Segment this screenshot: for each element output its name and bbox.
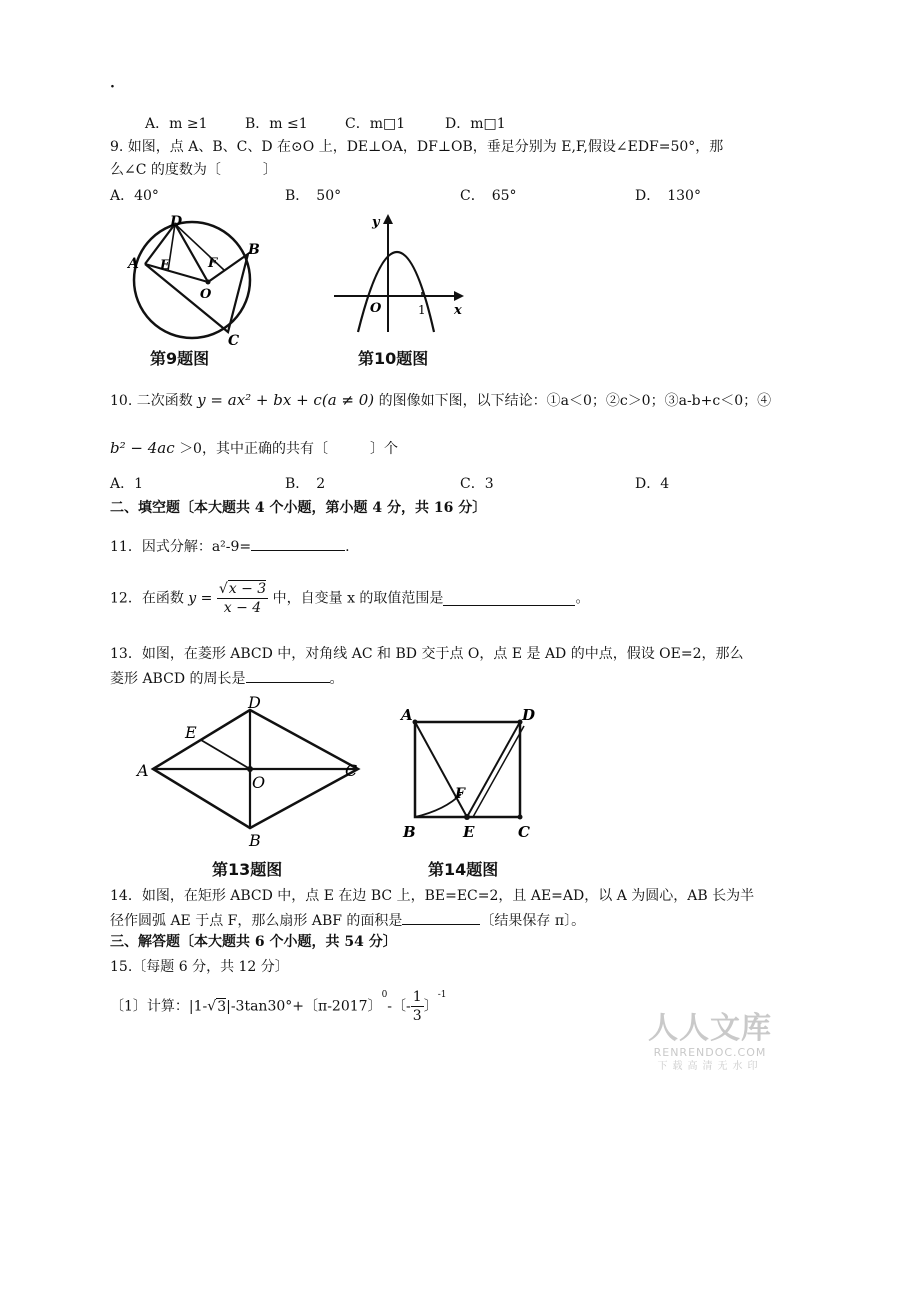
- q9-label-a: A: [128, 256, 139, 272]
- q14-figure: [395, 700, 545, 845]
- section-2-heading: 二、填空题〔本大题共 4 个小题，第小题 4 分，共 16 分〕: [110, 500, 487, 516]
- q9-label-f: F: [208, 256, 218, 271]
- q10-prefix: 10. 二次函数: [110, 393, 193, 409]
- q14-line2-text: 径作圆弧 AE 于点 F，那么扇形 ABF 的面积是: [110, 913, 403, 929]
- q15-p1-numerator: 1: [412, 989, 422, 1005]
- q15-p1-root: 3: [217, 998, 227, 1015]
- watermark: [640, 1012, 780, 1074]
- q9-figure: [120, 212, 270, 347]
- q10-option-c: C．3: [460, 476, 494, 492]
- q14-end: 〔结果保存 π〕。: [480, 913, 586, 929]
- q15-p1-mid2: -〔-: [387, 998, 411, 1015]
- q9-label-c: C: [228, 333, 240, 347]
- q9-option-d: D． 130°: [635, 188, 701, 204]
- q10-axis-x-label: x: [454, 303, 462, 318]
- q8-option-b: B．m ≤1: [245, 116, 308, 132]
- q14-line1: 14．如图，在矩形 ABCD 中，点 E 在边 BC 上，BE=EC=2，且 AE=AD，以 A 为圆心，AB 长为半: [110, 888, 755, 904]
- q9-line1: 9. 如图，点 A、B、C、D 在⊙O 上，DE⊥OA，DF⊥OB，垂足分别为 E,F,假设∠EDF=50°，那: [110, 139, 724, 155]
- q13-line1: 13．如图，在菱形 ABCD 中，对角线 AC 和 BD 交于点 O，点 E 是 AD 的中点，假设 OE=2，那么: [110, 646, 744, 662]
- q10-option-d: D．4: [635, 476, 670, 492]
- q13-line2-text: 菱形 ABCD 的周长是: [110, 671, 246, 687]
- q8-option-a: A．m ≥1: [145, 116, 208, 132]
- q10-option-b: B． 2: [285, 476, 326, 492]
- q12-suffix: 中，自变量 x 的取值范围是: [272, 590, 444, 607]
- q12-numerator: x − 3: [228, 581, 267, 597]
- q9-label-o: O: [200, 287, 212, 302]
- q14-label-b: B: [403, 823, 416, 841]
- q13-caption: 第13题图: [212, 860, 283, 879]
- q12-answer-blank[interactable]: [443, 591, 575, 606]
- q14-caption: 第14题图: [428, 860, 499, 879]
- q11-end: .: [345, 539, 350, 555]
- q10-origin-label: O: [370, 301, 382, 316]
- q10-axis-y-label: y: [372, 215, 380, 230]
- q13-label-c: C: [345, 761, 358, 780]
- q14-label-e: E: [463, 823, 475, 841]
- q9-line2: 么∠C 的度数为〔 〕: [110, 162, 277, 178]
- q12-y: y =: [188, 590, 213, 607]
- q12-prefix: 12．在函数: [110, 590, 184, 607]
- q15-p1-prefix: 〔1〕计算：|1-: [110, 998, 208, 1015]
- q14-answer-blank[interactable]: [402, 910, 480, 925]
- q13-line2: [110, 668, 344, 688]
- q15-p1-exponent-0: 0: [381, 990, 388, 1000]
- watermark-title: 人人文库: [648, 1011, 772, 1046]
- stray-dot: ·: [110, 79, 115, 95]
- q9-option-b: B． 50°: [285, 188, 342, 204]
- q10-line1: [110, 391, 771, 410]
- q9-label-e: E: [160, 258, 170, 273]
- q10-figure: [330, 208, 470, 338]
- q8-option-d: D．m□1: [445, 116, 506, 132]
- q14-label-f: F: [455, 786, 465, 802]
- q13-end: 。: [329, 671, 344, 687]
- q14-label-d: D: [522, 706, 536, 724]
- q9-label-d: D: [170, 214, 183, 230]
- q15-p1-exponent-neg1: -1: [437, 990, 447, 1000]
- q11-answer-blank[interactable]: [251, 536, 345, 551]
- q11-line: [110, 536, 350, 556]
- q9-option-a: A．40°: [110, 188, 159, 204]
- q12-line: [110, 580, 589, 617]
- q10-caption: 第10题图: [358, 349, 429, 368]
- section-3-heading: 三、解答题〔本大题共 6 个小题，共 54 分〕: [110, 934, 397, 950]
- q10-line2-suffix: ＞0，其中正确的共有〔 〕个: [179, 441, 398, 457]
- watermark-tag: 下载高清无水印: [657, 1061, 763, 1072]
- q14-line2: [110, 910, 585, 930]
- q15-p1-fraction: [411, 988, 424, 1025]
- q13-label-a: A: [137, 761, 149, 780]
- q10-formula: y = ax² + bx + c(a ≠ 0): [197, 391, 375, 409]
- q10-option-a: A．1: [110, 476, 144, 492]
- q15-part1: 〔1〕计算：|1-√3|-3tan30°+〔π-2017〕$^0$-〔- $\frac{1}{3}$ 〕$^{-1}$: [110, 989, 447, 1024]
- q14-label-a: A: [401, 706, 413, 724]
- q15-p1-denominator: 3: [412, 1008, 422, 1024]
- q12-end: 。: [575, 590, 590, 607]
- q9-option-c: C． 65°: [460, 188, 517, 204]
- q11-text: 11．因式分解：a²-9=: [110, 539, 252, 555]
- q12-fraction: $\frac{√x - 3}{x - 4}$: [218, 581, 267, 616]
- q9-caption: 第9题图: [150, 349, 210, 368]
- q10-suffix: 的图像如下图，以下结论：①a＜0；②c＞0；③a-b+c＜0；④: [378, 393, 772, 409]
- q10-tick-1: 1: [418, 303, 426, 317]
- q13-label-e: E: [185, 723, 197, 742]
- q15-p1-end: 〕: [423, 998, 438, 1015]
- q14-label-c: C: [518, 823, 530, 841]
- q9-label-b: B: [248, 242, 260, 258]
- q10-discriminant: b² − 4ac: [110, 439, 175, 457]
- q15-header: 15.〔每题 6 分，共 12 分〕: [110, 959, 289, 975]
- q13-figure: [135, 690, 375, 850]
- q8-option-c: C．m□1: [345, 116, 406, 132]
- q13-label-d: D: [248, 693, 261, 712]
- watermark-url: RENRENDOC.COM: [653, 1046, 767, 1059]
- q10-line2: [110, 439, 398, 458]
- q13-label-b: B: [249, 831, 261, 850]
- q15-p1-mid: |-3tan30°+〔π-2017〕: [226, 998, 382, 1015]
- q12-denominator: x − 4: [223, 600, 262, 616]
- q13-label-o: O: [252, 773, 266, 792]
- q13-answer-blank[interactable]: [246, 668, 330, 683]
